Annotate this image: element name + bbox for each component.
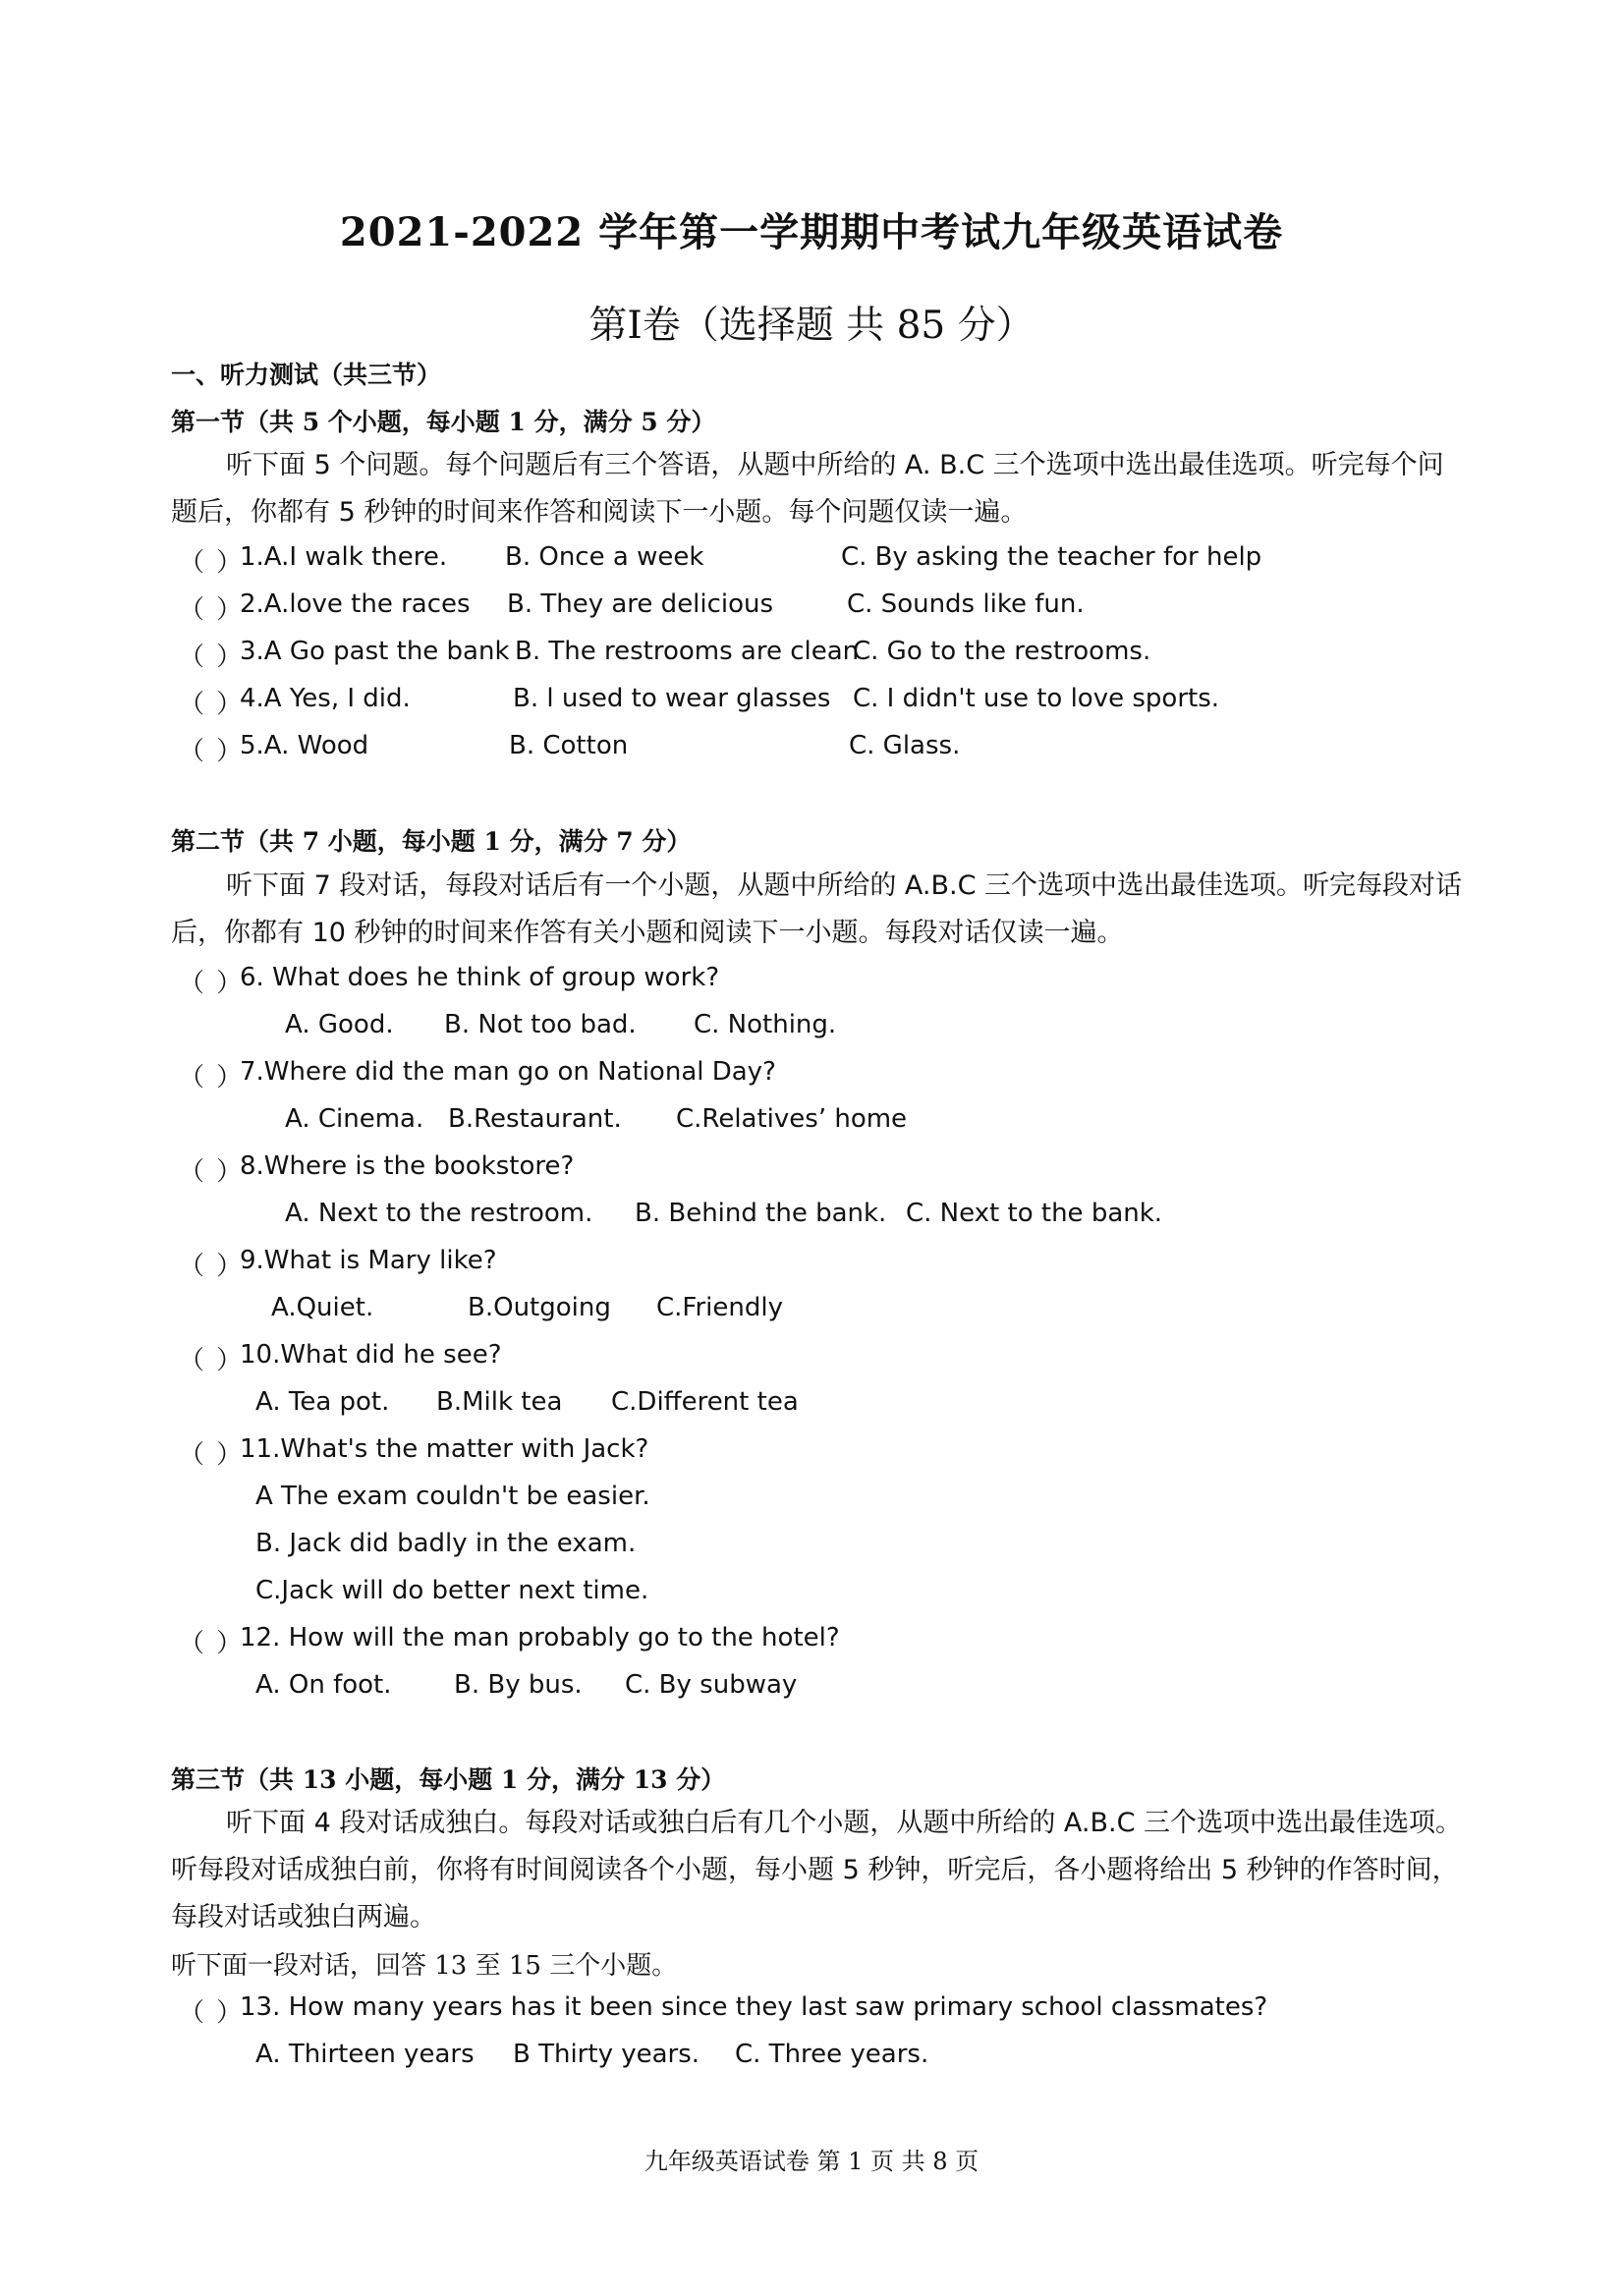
question-text: 7.Where did the man go on National Day? <box>240 1057 776 1087</box>
option-a: 2.A.love the races <box>240 589 471 619</box>
option-a: A The exam couldn't be easier. <box>255 1482 650 1511</box>
section1-heading: 第一节（共 5 个小题，每小题 1 分，满分 5 分） <box>171 408 716 436</box>
question-text: 6. What does he think of group work? <box>240 963 720 992</box>
section3-note: 听下面一段对话，回答 13 至 15 三个小题。 <box>171 1951 678 1981</box>
section2-heading: 第二节（共 7 小题，每小题 1 分，满分 7 分） <box>171 827 692 856</box>
answer-paren: （ ） <box>179 1440 245 1470</box>
question-text: 8.Where is the bookstore? <box>240 1151 575 1181</box>
option-c: C.Friendly <box>656 1293 783 1322</box>
option-c: C. I didn't use to love sports. <box>853 684 1220 713</box>
option-a: A. Next to the restroom. <box>285 1199 593 1228</box>
answer-paren: （ ） <box>179 1252 245 1281</box>
answer-paren: （ ） <box>179 643 245 672</box>
answer-paren: （ ） <box>179 1998 245 2028</box>
section3-heading: 第三节（共 13 小题，每小题 1 分，满分 13 分） <box>171 1765 726 1794</box>
option-c: C. By subway <box>625 1670 798 1700</box>
exam-subtitle: 第Ⅰ卷（选择题 共 85 分） <box>588 304 1035 348</box>
option-a: A. Good. <box>285 1010 394 1039</box>
section1-instructions: 听下面 5 个问题。每个问题后有三个答语，从题中所给的 A. B.C 三个选项中选出最佳选项。听完每个问题后，你都有 5 秒钟的时间来作答和阅读下一小题。每个问题仅读一遍。 <box>171 450 1444 528</box>
option-a: A. Cinema. <box>285 1104 424 1134</box>
option-b: B. Behind the bank. <box>635 1199 887 1228</box>
option-b: B. Not too bad. <box>444 1010 637 1039</box>
option-a: A. Thirteen years <box>255 2040 475 2069</box>
section2-instructions: 听下面 7 段对话，每段对话后有一个小题，从题中所给的 A.B.C 三个选项中选出最佳选项。听完每段对话后，你都有 10 秒钟的时间来作答有关小题和阅读下一小题。每段对话仅读一遍。 <box>171 870 1463 948</box>
option-b: B. They are delicious <box>507 589 774 619</box>
option-b: B Thirty years. <box>513 2040 700 2069</box>
option-b: B.Outgoing <box>468 1293 611 1322</box>
section3-instructions: 听下面 4 段对话成独白。每段对话或独白后有几个小题，从题中所给的 A.B.C 三个选项中选出最佳选项。听每段对话成独白前，你将有时间阅读各个小题，每小题 5 秒钟，听完后，各小题将给出 5 秒钟的作答时间，每段对话或独白两遍。 <box>171 1808 1463 1932</box>
option-b: B. Cotton <box>509 731 629 760</box>
option-b: B. The restrooms are clean <box>515 637 860 666</box>
answer-paren: （ ） <box>179 1063 245 1092</box>
question-text: 13. How many years has it been since they last saw primary school classmates? <box>240 1992 1268 2022</box>
option-c: C. Sounds like fun. <box>847 589 1085 619</box>
option-c: C. By asking the teacher for help <box>841 542 1262 572</box>
option-a: 1.A.I walk there. <box>240 542 448 572</box>
option-a: 5.A. Wood <box>240 731 369 760</box>
option-c: C.Jack will do better next time. <box>255 1576 649 1605</box>
option-b: B. Once a week <box>505 542 704 572</box>
question-text: 10.What did he see? <box>240 1340 502 1370</box>
option-a: 4.A Yes, I did. <box>240 684 411 713</box>
option-c: C. Three years. <box>735 2040 929 2069</box>
option-c: C. Glass. <box>849 731 961 760</box>
option-a: A.Quiet. <box>271 1293 374 1322</box>
question-text: 12. How will the man probably go to the hotel? <box>240 1623 840 1652</box>
exam-title: 2021-2022 学年第一学期期中考试九年级英语试卷 <box>339 209 1284 255</box>
option-b: B. Jack did badly in the exam. <box>255 1529 637 1558</box>
question-text: 11.What's the matter with Jack? <box>240 1434 649 1464</box>
answer-paren: （ ） <box>179 595 245 625</box>
option-b: B.Milk tea <box>436 1387 563 1417</box>
answer-paren: （ ） <box>179 690 245 719</box>
option-b: B. By bus. <box>454 1670 583 1700</box>
question-text: 9.What is Mary like? <box>240 1246 497 1275</box>
answer-paren: （ ） <box>179 1346 245 1375</box>
option-c: C.Different tea <box>611 1387 799 1417</box>
option-b: B. l used to wear glasses <box>513 684 831 713</box>
option-b: B.Restaurant. <box>448 1104 622 1134</box>
option-a: A. Tea pot. <box>255 1387 390 1417</box>
part-heading: 一、听力测试（共三节） <box>171 361 442 389</box>
answer-paren: （ ） <box>179 969 245 998</box>
option-a: 3.A Go past the bank <box>240 637 510 666</box>
answer-paren: （ ） <box>179 548 245 578</box>
option-c: C.Relatives’ home <box>676 1104 908 1134</box>
answer-paren: （ ） <box>179 1629 245 1658</box>
option-c: C. Nothing. <box>694 1010 837 1039</box>
answer-paren: （ ） <box>179 1157 245 1187</box>
answer-paren: （ ） <box>179 737 245 766</box>
page-footer: 九年级英语试卷 第 1 页 共 8 页 <box>644 2148 979 2175</box>
option-a: A. On foot. <box>255 1670 392 1700</box>
option-c: C. Go to the restrooms. <box>853 637 1151 666</box>
option-c: C. Next to the bank. <box>906 1199 1163 1228</box>
